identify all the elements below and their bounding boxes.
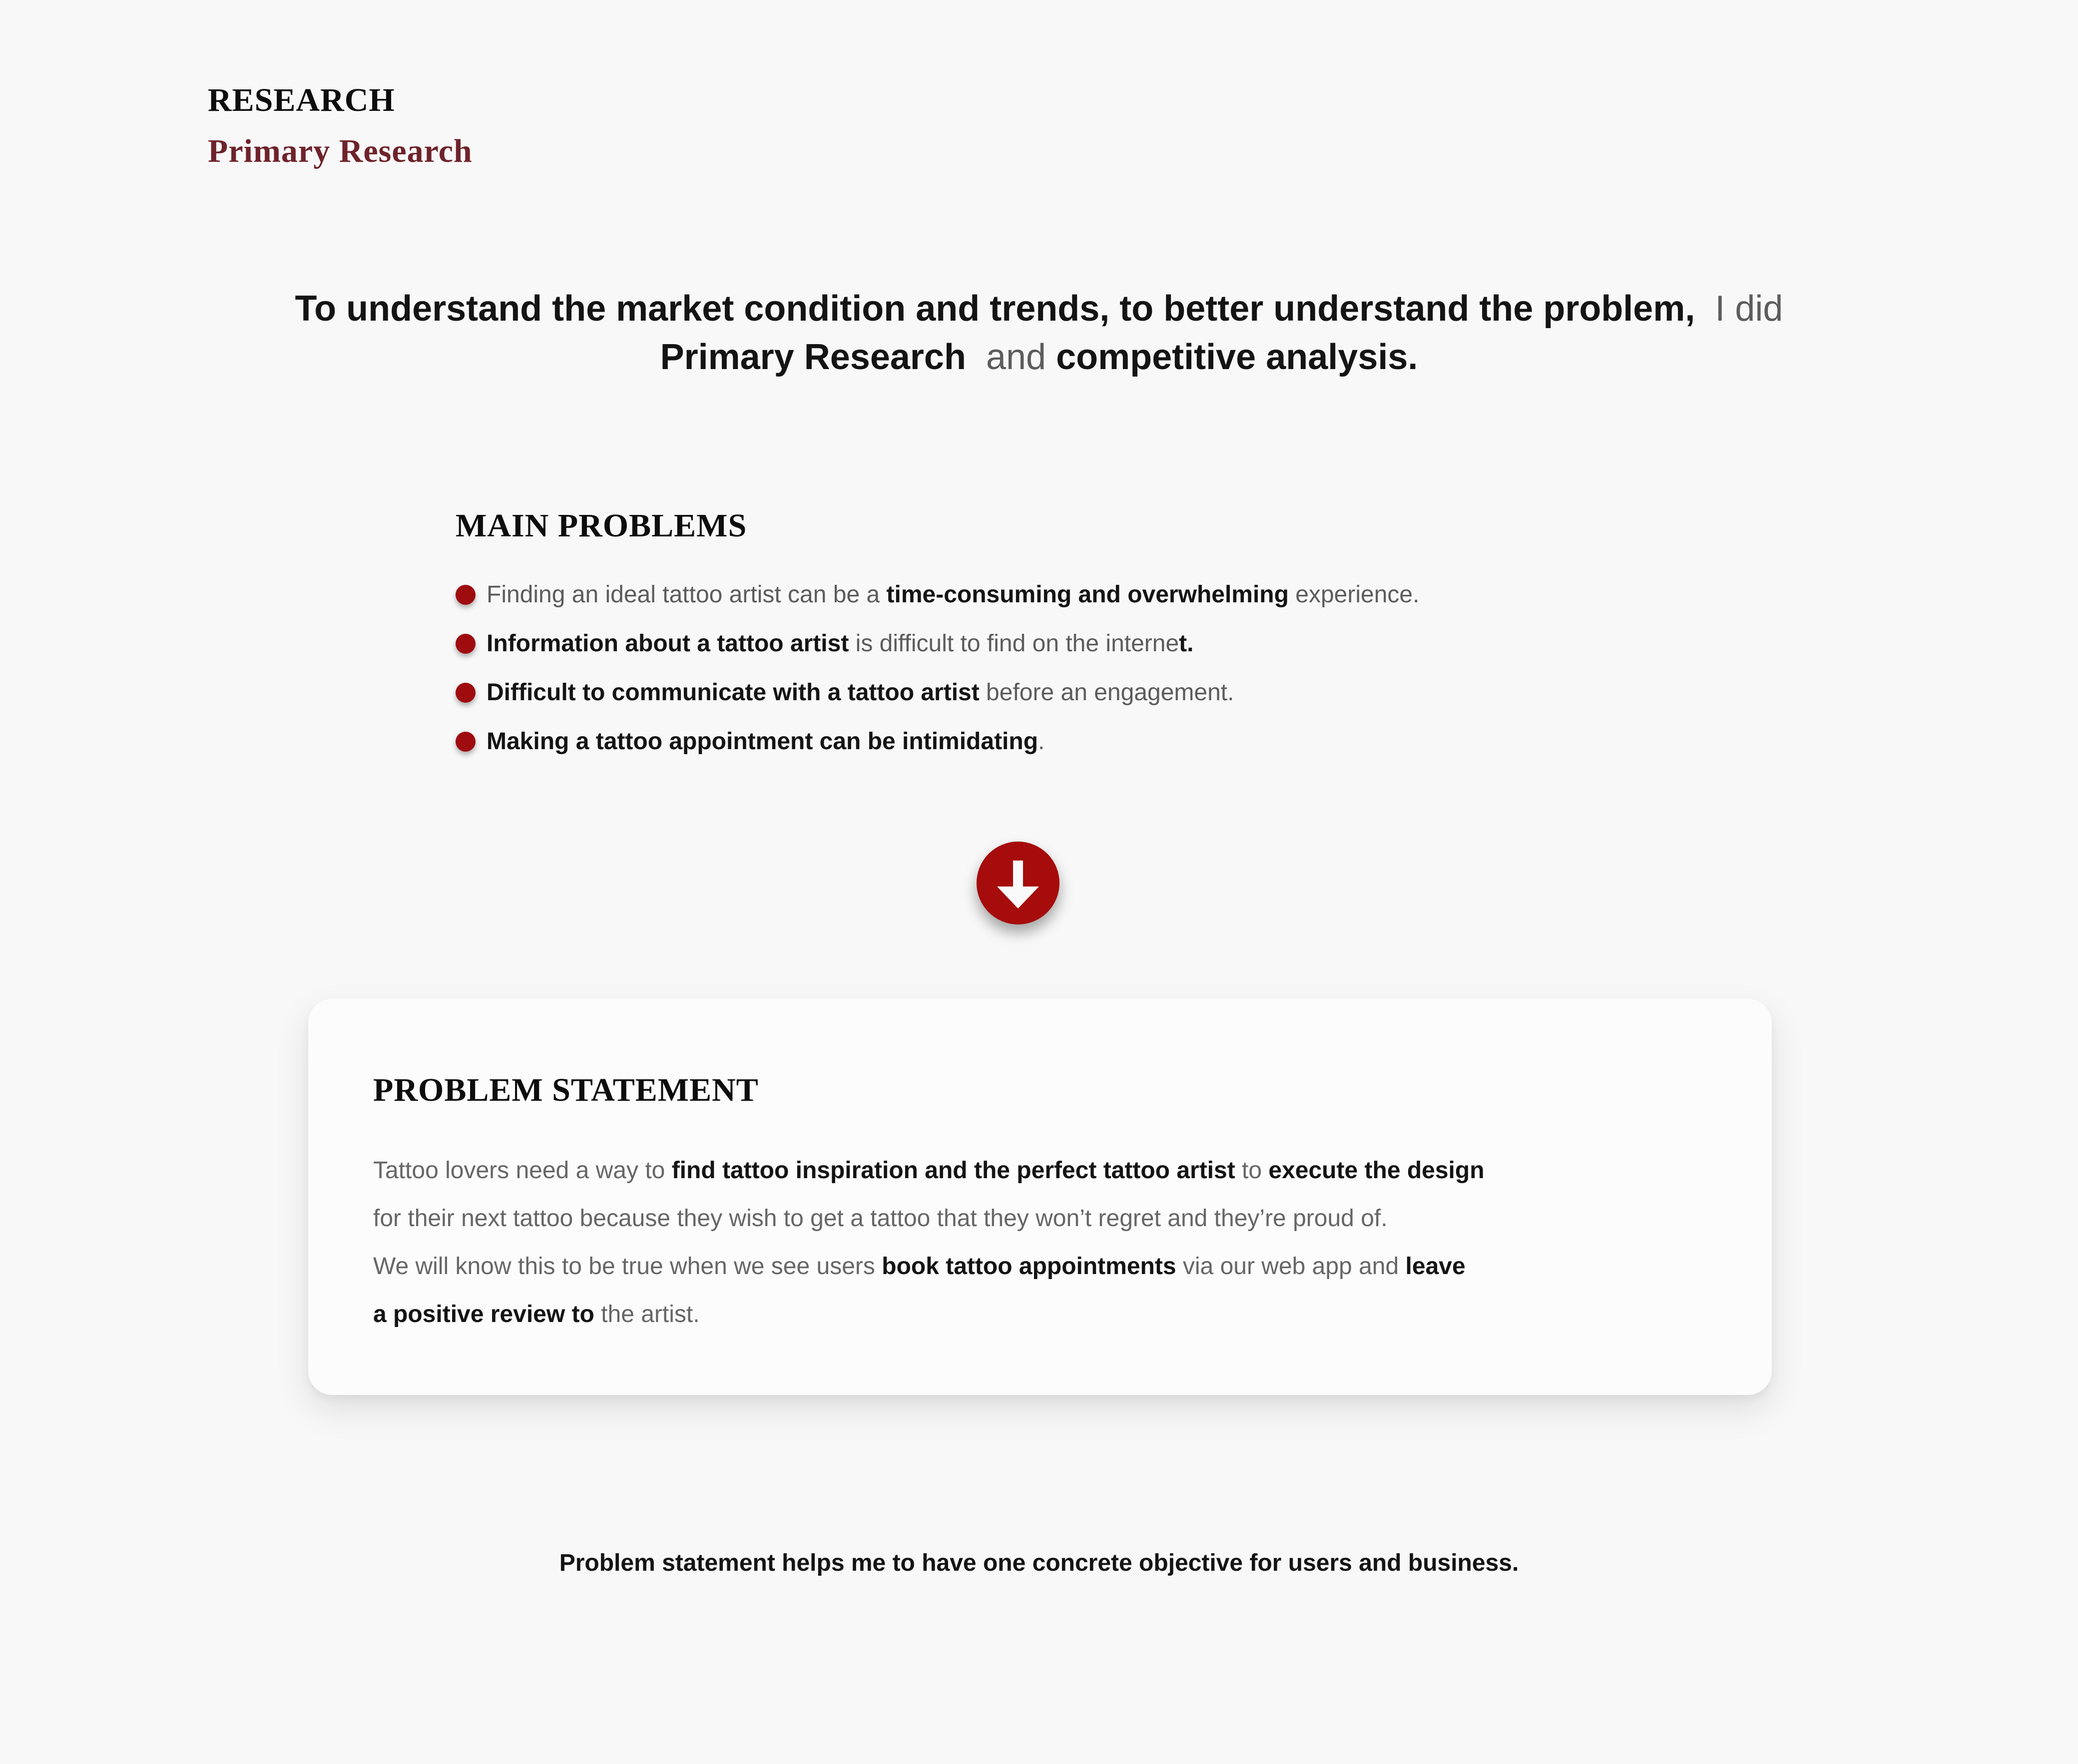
text-segment: leave (1405, 1253, 1466, 1280)
text-segment: for their next tattoo because they wish to get a tattoo that they won’t regret and they’re proud of. (373, 1205, 1388, 1232)
intro-gray-segment: and (966, 337, 1056, 377)
intro-line-1 (0, 285, 2078, 333)
text-segment: execute the design (1268, 1157, 1485, 1184)
text-segment: Difficult to communicate with a tattoo artist (487, 679, 980, 706)
arrow-down-stem (1013, 861, 1023, 886)
problem-statement-body (373, 1147, 1707, 1338)
main-problems-heading: MAIN PROBLEMS (456, 507, 747, 544)
problem-item (456, 728, 1419, 755)
problem-text (487, 581, 1419, 608)
main-problems-section (456, 509, 1419, 777)
section-header (208, 84, 473, 168)
down-arrow-badge (977, 842, 1059, 924)
text-segment: to (1235, 1157, 1269, 1184)
text-segment: . (1038, 728, 1045, 755)
intro-gray-segment: I did (1695, 289, 1783, 329)
intro-bold-segment: To understand the market condition and trends, to better understand the problem, (295, 289, 1695, 329)
text-segment: Information about a tattoo artist (487, 630, 849, 657)
text-segment: a positive review to (373, 1301, 594, 1327)
text-segment: Tattoo lovers need a way to (373, 1157, 672, 1184)
intro-bold-segment: Primary Research (660, 337, 966, 377)
text-segment: t. (1179, 630, 1194, 657)
intro-line-2 (0, 333, 2078, 382)
text-segment: book tattoo appointments (882, 1253, 1176, 1280)
text-segment: is difficult to find on the interne (849, 630, 1179, 657)
text-segment: find tattoo inspiration and the perfect tattoo artist (671, 1157, 1235, 1184)
problem-text (487, 679, 1234, 706)
text-segment: via our web app and (1176, 1253, 1406, 1280)
text-segment: We will know this to be true when we see users (373, 1253, 882, 1280)
bullet-icon (456, 634, 476, 654)
text-segment: experience. (1288, 581, 1420, 608)
bullet-icon (456, 585, 476, 605)
problem-text (487, 728, 1044, 755)
problem-item (456, 679, 1419, 706)
section-eyebrow: RESEARCH (208, 82, 395, 118)
problems-list (456, 581, 1419, 755)
problem-statement-heading: PROBLEM STATEMENT (373, 1072, 759, 1108)
text-segment: the artist. (594, 1301, 700, 1327)
problem-text (487, 630, 1194, 657)
bullet-icon (456, 732, 476, 752)
text-segment: Finding an ideal tattoo artist can be a (487, 581, 887, 608)
arrow-down-icon (977, 842, 1059, 924)
text-segment: before an engagement. (979, 679, 1234, 706)
problem-statement-card (308, 999, 1772, 1395)
intro-heading (0, 285, 2078, 382)
footer-note: Problem statement helps me to have one concrete objective for users and business. (559, 1550, 1519, 1576)
problem-item (456, 630, 1419, 657)
bullet-icon (456, 683, 476, 703)
intro-bold-segment: competitive analysis. (1056, 337, 1418, 377)
arrow-down-head (997, 886, 1039, 908)
problem-item (456, 581, 1419, 608)
text-segment: Making a tattoo appointment can be intimidating (487, 728, 1039, 755)
page-title: Primary Research (208, 133, 473, 169)
text-segment: time-consuming and overwhelming (886, 581, 1289, 608)
